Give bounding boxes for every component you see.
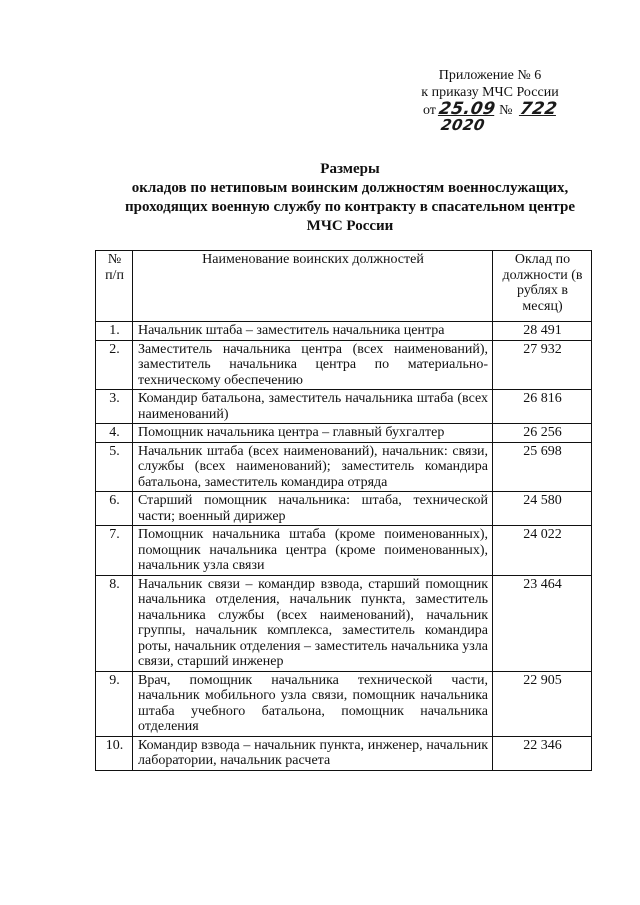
order-date-line bbox=[400, 101, 580, 119]
table-row bbox=[96, 390, 592, 424]
handwritten-date: 25.09 bbox=[437, 99, 498, 119]
row-position: Старший помощник начальника: штаба, технической части; военный дирижер bbox=[133, 492, 493, 526]
table-row bbox=[96, 424, 592, 443]
header-number: № п/п bbox=[96, 251, 133, 322]
row-position: Командир взвода – начальник пункта, инженер, начальник лаборатории, начальник расчета bbox=[133, 736, 493, 770]
row-salary: 25 698 bbox=[493, 442, 592, 492]
row-number: 3. bbox=[96, 390, 133, 424]
row-position: Начальник штаба – заместитель начальника центра bbox=[133, 322, 493, 341]
row-number: 6. bbox=[96, 492, 133, 526]
handwritten-order-number: 722 bbox=[518, 99, 559, 119]
table-row bbox=[96, 492, 592, 526]
row-salary: 23 464 bbox=[493, 575, 592, 671]
handwritten-year: 2020 bbox=[439, 116, 487, 134]
table-row bbox=[96, 671, 592, 736]
document-title bbox=[110, 160, 590, 236]
row-number: 9. bbox=[96, 671, 133, 736]
table-row bbox=[96, 526, 592, 576]
row-salary: 26 256 bbox=[493, 424, 592, 443]
row-position: Помощник начальника штаба (кроме поименованных), помощник начальника центра (кроме поименованных), начальник узла связи bbox=[133, 526, 493, 576]
table-body bbox=[96, 322, 592, 771]
row-position: Начальник связи – командир взвода, старший помощник начальника отделения, начальник пункта, заместитель начальника службы (всех наименований), начальник группы, начальник комплекса, заместитель командира роты, начальник отделения – заместитель начальника узла связи, старший инженер bbox=[133, 575, 493, 671]
title-line-2: окладов по нетиповым воинским должностям военнослужащих, bbox=[131, 180, 569, 196]
row-number: 1. bbox=[96, 322, 133, 341]
title-line-1: Размеры bbox=[320, 161, 380, 177]
order-label: к приказу МЧС России bbox=[421, 85, 559, 100]
row-salary: 24 022 bbox=[493, 526, 592, 576]
row-number: 5. bbox=[96, 442, 133, 492]
table-row bbox=[96, 340, 592, 390]
row-salary: 28 491 bbox=[493, 322, 592, 341]
table-header-row bbox=[96, 251, 592, 322]
row-position: Командир батальона, заместитель начальника штаба (всех наименований) bbox=[133, 390, 493, 424]
row-position: Заместитель начальника центра (всех наименований), заместитель начальника центра по материально-техническому обеспечению bbox=[133, 340, 493, 390]
title-line-4: МЧС России bbox=[306, 218, 394, 234]
table-row bbox=[96, 322, 592, 341]
row-number: 7. bbox=[96, 526, 133, 576]
table-row bbox=[96, 736, 592, 770]
header-position: Наименование воинских должностей bbox=[133, 251, 493, 322]
row-position: Начальник штаба (всех наименований), начальник: связи, службы (всех наименований); заместитель командира батальона, заместитель командира отряда bbox=[133, 442, 493, 492]
from-label: от bbox=[422, 103, 436, 118]
appendix-label: Приложение № 6 bbox=[438, 68, 542, 83]
row-position: Помощник начальника центра – главный бухгалтер bbox=[133, 424, 493, 443]
row-salary: 22 346 bbox=[493, 736, 592, 770]
table-row bbox=[96, 442, 592, 492]
number-sign: № bbox=[499, 103, 513, 118]
row-position: Врач, помощник начальника технической части, начальник мобильного узла связи, помощник начальника штаба учебного батальона, помощник начальника отделения bbox=[133, 671, 493, 736]
header-salary: Оклад по должности (в рублях в месяц) bbox=[493, 251, 592, 322]
table-row bbox=[96, 575, 592, 671]
row-salary: 26 816 bbox=[493, 390, 592, 424]
appendix-header bbox=[400, 67, 580, 134]
row-number: 10. bbox=[96, 736, 133, 770]
row-salary: 24 580 bbox=[493, 492, 592, 526]
title-line-3: проходящих военную службу по контракту в спасательном центре bbox=[125, 199, 575, 215]
row-number: 8. bbox=[96, 575, 133, 671]
salary-table bbox=[95, 250, 592, 771]
row-salary: 22 905 bbox=[493, 671, 592, 736]
row-salary: 27 932 bbox=[493, 340, 592, 390]
row-number: 4. bbox=[96, 424, 133, 443]
row-number: 2. bbox=[96, 340, 133, 390]
